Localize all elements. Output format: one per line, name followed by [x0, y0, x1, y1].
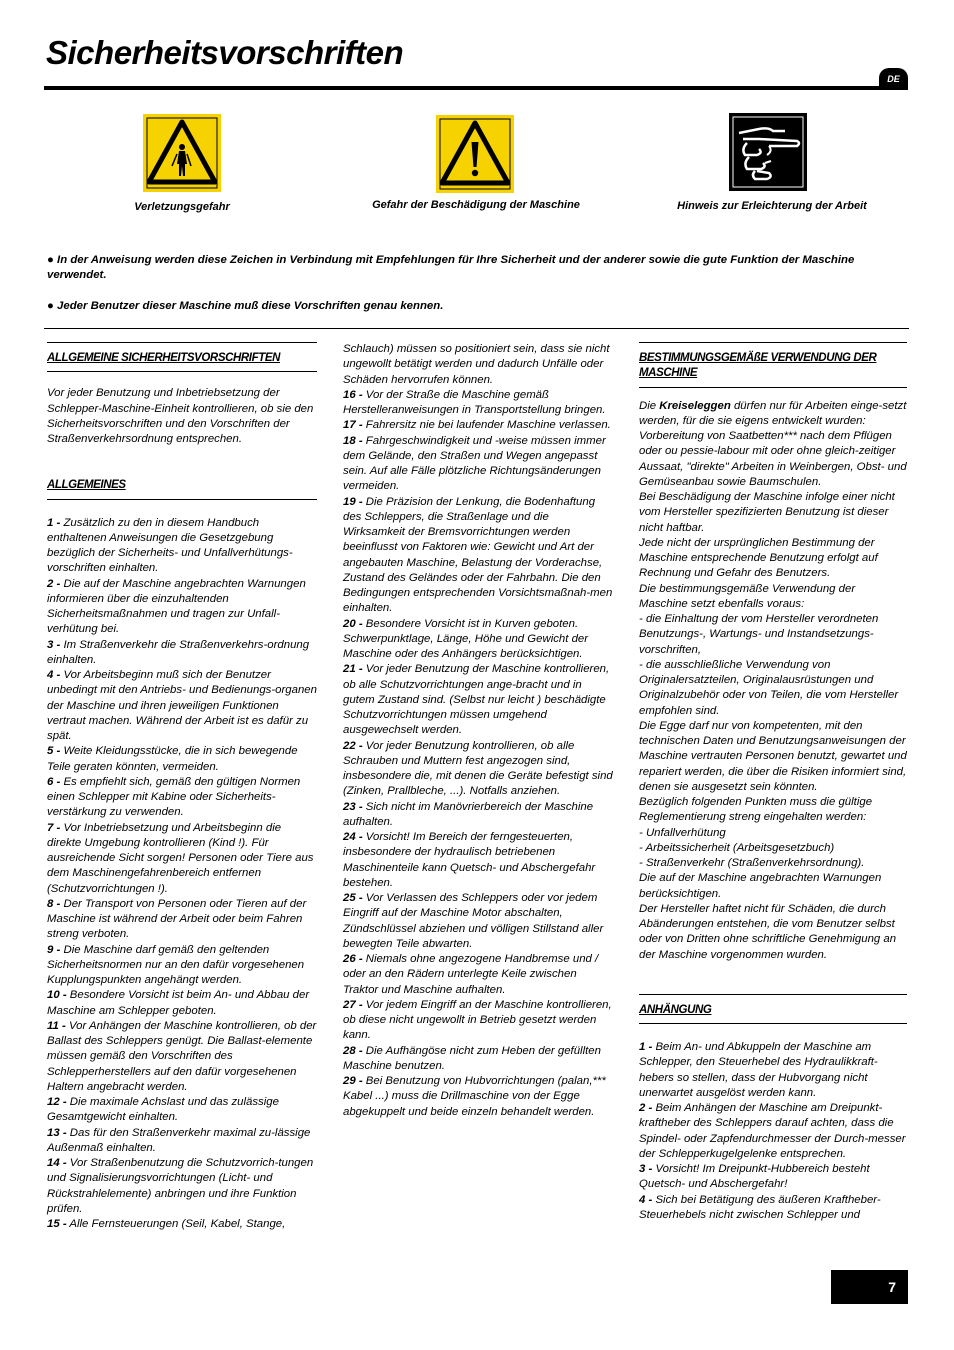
- rule-number: 26 -: [343, 953, 363, 965]
- rule-number: 6 -: [47, 775, 61, 788]
- rule-item: [639, 1162, 907, 1193]
- rule-number: 3 -: [47, 638, 61, 651]
- rule-text: Sich bei Betätigung des äußeren Kraftheber-Steuerhebels nicht zwischen Schlepper und: [639, 1193, 881, 1221]
- rule-text: Vor Verlassen des Schleppers oder vor jedem Eingriff auf der Maschine Motor abschalten, Zündschlüssel abziehen und völligen Stillstand aller bewegten Teile abwarten.: [343, 892, 604, 950]
- rule-text: Es empfiehlt sich, gemäß den gültigen Normen einen Schlepper mit Kabine oder Sicherheits-verstärkung zu verwenden.: [47, 775, 301, 819]
- rule-text: Bei Benutzung von Hubvorrichtungen (palan,*** Kabel ...) muss die Drillmaschine von der Egge abgekuppelt und beide einzeln behandelt werden.: [343, 1075, 606, 1118]
- section-heading-general-safety: ALLGEMEINE SICHERHEITSVORSCHRIFTEN: [47, 342, 317, 372]
- intended-use-line: Bezüglich folgenden Punkten muss die gültige Reglementierung streng eingehalten werden:: [639, 796, 873, 824]
- intended-use-line: Die Egge darf nur von kompetenten, mit den technischen Daten und Benutzungsanweisungen der Maschine vertrauten Personen benutzt, gewartet und repariert werden, die über die Risiken informiert sind, denen sie ausgesetzt sein könnten.: [639, 719, 907, 793]
- section-heading-intended-use: BESTIMMUNGSGEMÄßE VERWENDUNG DER MASCHINE: [639, 342, 907, 388]
- rule-item: [343, 662, 613, 738]
- rule-item: [47, 1217, 317, 1232]
- rule-number: 7 -: [47, 821, 61, 834]
- rule-item: [343, 998, 613, 1044]
- rule-item: [639, 1040, 907, 1101]
- rule-item: [47, 744, 317, 775]
- rule-item: [47, 1095, 317, 1126]
- intended-use-lead: Die: [639, 399, 660, 412]
- rule-number: 20 -: [343, 617, 363, 630]
- rule-number: 29 -: [343, 1075, 363, 1087]
- rule-item: [343, 952, 613, 998]
- title-rule: [44, 86, 908, 90]
- rule-item: [47, 577, 317, 638]
- rule-text: Vor Anhängen der Maschine kontrollieren, ob der Ballast des Schleppers genügt. Die Ballast-elemente müssen gemäß den Vorschriften des Schlepperherstellers auf den dafür vorgesehenen Haltern angebracht werden.: [47, 1019, 317, 1093]
- intro-paragraph-2: ● Jeder Benutzer dieser Maschine muß diese Vorschriften genau kennen.: [47, 300, 444, 312]
- person-injury-warning-icon: [143, 114, 221, 197]
- rule-text: Alle Fernsteuerungen (Seil, Kabel, Stange,: [66, 1218, 286, 1230]
- general-safety-text: Vor jeder Benutzung und Inbetriebsetzung der Schlepper-Maschine-Einheit kontrollieren, ob sie den Sicherheitsvorschriften und den Vorschriften der Straßenverkehrsordnung entsprechen.: [47, 387, 314, 445]
- rule-item: [343, 388, 613, 419]
- rule-number: 11 -: [47, 1019, 66, 1032]
- section-heading-general: ALLGEMEINES: [47, 478, 317, 499]
- rule-number: 22 -: [343, 739, 363, 752]
- rule-item: [47, 943, 317, 989]
- rule-text: Die auf der Maschine angebrachten Warnungen informieren über die einzuhaltenden Sicherheitsmaßnahmen und tragen zur Unfall-verhütung bei.: [47, 577, 306, 636]
- rule-number: 1 -: [639, 1041, 653, 1053]
- rule-text: Vor Inbetriebsetzung und Arbeitsbeginn die direkte Umgebung kontrollieren (Kind !). Für ausreichende Sicht sorgen! Personen oder Tiere aus dem Maschinengefahrenbereich entfernen (Schutzvorrichtungen !).: [47, 821, 314, 895]
- rule-item: [47, 668, 317, 744]
- general-rules-list-continued: [343, 388, 613, 1120]
- rule-number: 10 -: [47, 989, 67, 1002]
- hitching-rules-list: [639, 1040, 907, 1223]
- intended-use-line: Der Hersteller haftet nicht für Schäden, die durch Abänderungen entstehen, die vom Benutzer selbst oder von Dritten ohne schriftliche Genehmigung an der Maschine vorgenommen wurden.: [639, 902, 897, 961]
- sign-caption-injury: Verletzungsgefahr: [134, 201, 230, 213]
- page-number: 7: [831, 1270, 908, 1304]
- rule-text: Vor Arbeitsbeginn muß sich der Benutzer unbedingt mit den Antriebs- und Bedienungs-organen der Maschine und ihren jeweiligen Funktionen vertraut machen. Während der Arbeit ist es dafür zu spät.: [47, 669, 317, 742]
- intended-use-line: - Unfallverhütung: [639, 826, 726, 839]
- sign-caption-hint: Hinweis zur Erleichterung der Arbeit: [677, 200, 867, 212]
- page-title: Sicherheitsvorschriften: [46, 34, 404, 71]
- rule-number: 27 -: [343, 998, 363, 1011]
- rule-item: [343, 739, 613, 800]
- rule-text: Die Aufhängöse nicht zum Heben der gefüllten Maschine benutzen.: [343, 1044, 601, 1072]
- intended-use-line: Die auf der Maschine angebrachten Warnungen berücksichtigen.: [639, 872, 882, 900]
- rule-text: Vor der Straße die Maschine gemäß Herstelleranweisungen in Transportstellung bringen.: [343, 388, 606, 416]
- rule-text: Fahrgeschwindigkeit und -weise müssen immer dem Gelände, den Straßen und Wegen angepasst sein. Auf alle Fälle plötzliche Richtungsänderungen vermeiden.: [343, 434, 606, 493]
- pointing-hand-icon: [729, 113, 807, 196]
- rule-number: 19 -: [343, 495, 363, 508]
- rule-number: 18 -: [343, 434, 363, 447]
- rule-number: 8 -: [47, 897, 61, 910]
- general-rules-list: [47, 516, 317, 1233]
- product-name: Kreiseleggen: [659, 399, 731, 412]
- rule-text: Niemals ohne angezogene Handbremse und / oder an den Rädern unterlegte Keile zwischen Traktor und Maschine aufhalten.: [343, 953, 599, 996]
- rule-number: 5 -: [47, 745, 61, 758]
- rule-number: 4 -: [47, 669, 61, 681]
- section-divider: [44, 328, 909, 329]
- rule-number: 3 -: [639, 1163, 653, 1175]
- rule-text: Besondere Vorsicht ist in Kurven geboten. Schwerpunktlage, Länge, Höhe und Gewicht der Maschine oder des Anhängers berücksichtigen.: [343, 617, 589, 660]
- rule-number: 24 -: [343, 831, 363, 843]
- rule-text: Im Straßenverkehr die Straßenverkehrs-ordnung einhalten.: [47, 638, 310, 666]
- rule-number: 12 -: [47, 1096, 67, 1108]
- rule-item: [47, 516, 317, 577]
- rule-item: [47, 897, 317, 943]
- rule-item: [343, 1044, 613, 1075]
- column-3: [639, 342, 907, 1223]
- rule-text: Das für den Straßenverkehr maximal zu-lässige Außenmaß einhalten.: [47, 1126, 311, 1154]
- rule-number: 13 -: [47, 1126, 67, 1139]
- rule-item: [343, 1074, 613, 1120]
- intended-use-line: - Straßenverkehr (Straßenverkehrsordnung).: [639, 857, 865, 869]
- section-heading-hitching: ANHÄNGUNG: [639, 994, 907, 1024]
- intended-use-line: Die bestimmungsgemäße Verwendung der Maschine setzt ebenfalls voraus:: [639, 582, 856, 610]
- rule-item: [47, 1019, 317, 1095]
- intended-use-text: [639, 399, 907, 963]
- rule-text: Beim Anhängen der Maschine am Dreipunkt-kraftheber des Schleppers darauf achten, dass die Spindel- oder Zapfendurchmesser der Durch-messer der Schlepperkugelgelenke entsprechen.: [639, 1102, 906, 1160]
- rule-item: [47, 775, 317, 821]
- intended-use-line-0: dürfen nur für Arbeiten einge-setzt werden, für die sie eigens entwickelt wurden: Vorbereitung von Saatbetten*** nach dem Pflügen oder ou pessie-labour mit oder ohne gleich-zeitiger Aussaat, "direkte" Arbeiten in Weinbergen, Obst- und Gemüseanbau sowie Baumschulen.: [639, 399, 907, 488]
- rule-text: Besondere Vorsicht ist beim An- und Abbau der Maschine am Schlepper geboten.: [47, 989, 310, 1017]
- rule-item: [343, 434, 613, 495]
- rule-item: [639, 1101, 907, 1162]
- column-1: [47, 342, 317, 1232]
- intro-paragraph-1: ● In der Anweisung werden diese Zeichen in Verbindung mit Empfehlungen für Ihre Sicherheit und der anderer sowie die gute Funktion der Maschine verwendet.: [47, 254, 855, 281]
- rule-text: Die Maschine darf gemäß den geltenden Sicherheitsnormen nur an den dafür vorgesehenen Kupplungspunkten angehängt werden.: [47, 943, 305, 986]
- rule-text: Der Transport von Personen oder Tieren auf der Maschine ist während der Arbeit oder beim Fahren streng verboten.: [47, 897, 307, 941]
- rule-text: Die Präzision der Lenkung, die Bodenhaftung des Schleppers, die Straßenlage und die Wirksamkeit der Bremsvorrichtungen werden beeinflusst von Faktoren wie: Gewicht und Art der angebauten Maschine, Belastung der Vorderachse, Zustand des Geländes oder der Fahrbahn. Die den Bedingungen entsprechenden Vorsichtsmaßnah-men einhalten.: [343, 495, 613, 615]
- rule-number: 1 -: [47, 516, 61, 529]
- intended-use-line: - die ausschließliche Verwendung von Originalersatzteilen, Originalausrüstungen und Originalzubehör oder von Teilen, die vom Hersteller empfohlen sind.: [639, 658, 899, 717]
- continuation-text: Schlauch) müssen so positioniert sein, dass sie nicht ungewollt betätigt werden und dadurch Unfälle oder Schäden hervorrufen können.: [343, 343, 610, 386]
- rule-number: 25 -: [343, 892, 363, 904]
- rule-item: [47, 638, 317, 669]
- rule-number: 17 -: [343, 419, 363, 432]
- intended-use-line: - Arbeitssicherheit (Arbeitsgesetzbuch): [639, 841, 835, 854]
- rule-item: [47, 988, 317, 1019]
- rule-number: 2 -: [47, 577, 61, 590]
- rule-text: Vor Straßenbenutzung die Schutzvorrich-tungen und Signalisierungsvorrichtungen (Licht- und Rückstrahlelemente) anbringen und ihre Funktion prüfen.: [47, 1157, 314, 1215]
- rule-number: 21 -: [343, 663, 363, 676]
- rule-number: 14 -: [47, 1157, 67, 1169]
- rule-number: 9 -: [47, 943, 61, 956]
- intended-use-line: Jede nicht der ursprünglichen Bestimmung der Maschine entsprechende Benutzung erfolgt auf Rechnung und Gefahr des Benutzers.: [639, 536, 878, 580]
- rule-number: 4 -: [639, 1193, 653, 1206]
- rule-item: [343, 495, 613, 617]
- rule-text: Vorsicht! Im Dreipunkt-Hubbereich besteht Quetsch- und Abschergefahr!: [639, 1163, 870, 1191]
- rule-text: Vor jedem Eingriff an der Maschine kontrollieren, ob diese nicht ungewollt in Betrieb gesetzt werden kann.: [343, 998, 612, 1042]
- rule-number: 23 -: [343, 800, 363, 813]
- column-2: [343, 342, 613, 1120]
- rule-item: [343, 830, 613, 891]
- sign-caption-damage: Gefahr der Beschädigung der Maschine: [372, 199, 580, 211]
- rule-item: [47, 1126, 317, 1157]
- rule-text: Vor jeder Benutzung kontrollieren, ob alle Schrauben und Muttern fest angezogen sind, insbesondere die, mit denen die Geräte befestigt sind (Zinken, Prallbleche, ...). Notfalls anziehen.: [343, 739, 613, 798]
- rule-text: Zusätzlich zu den in diesem Handbuch enthaltenen Anweisungen die Gesetzgebung bezüglich der Sicherheits- und Unfallverhütungs-vorschriften einhalten.: [47, 516, 293, 575]
- language-badge: DE: [879, 68, 908, 89]
- rule-text: Die maximale Achslast und das zulässige Gesamtgewicht einhalten.: [47, 1096, 279, 1124]
- rule-item: [343, 418, 613, 433]
- rule-item: [343, 891, 613, 952]
- rule-text: Sich nicht im Manövrierbereich der Maschine aufhalten.: [343, 800, 594, 828]
- rule-item: [343, 800, 613, 831]
- rule-number: 28 -: [343, 1044, 363, 1057]
- rule-text: Vor jeder Benutzung der Maschine kontrollieren, ob alle Schutzvorrichtungen ange-bracht und in gutem Zustand sind. (Selbst nur leicht ) beschädigte Schutzvorrichtungen müssen umgehend ausgewechselt werden.: [343, 663, 610, 737]
- intended-use-line: - die Einhaltung der vom Hersteller verordneten Benutzungs-, Wartungs- und Instandsetzungs-vorschriften,: [639, 613, 879, 656]
- rule-item: [639, 1193, 907, 1224]
- rule-item: [47, 821, 317, 897]
- exclamation-warning-icon: [436, 115, 514, 198]
- rule-number: 16 -: [343, 388, 363, 401]
- rule-text: Weite Kleidungsstücke, die in sich bewegende Teile geraten könnten, vermeiden.: [47, 745, 298, 773]
- rule-text: Fahrersitz nie bei laufender Maschine verlassen.: [362, 419, 611, 432]
- rule-text: Vorsicht! Im Bereich der ferngesteuerten, insbesondere der hydraulisch betriebenen Maschinenteile kann Quetsch- und Abschergefahr bestehen.: [343, 831, 596, 889]
- rule-item: [47, 1156, 317, 1217]
- intended-use-line: Bei Beschädigung der Maschine infolge einer nicht vom Hersteller spezifizierten Benutzung ist dieser nicht haftbar.: [639, 491, 895, 534]
- rule-item: [343, 617, 613, 663]
- rule-text: Beim An- und Abkuppeln der Maschine am Schlepper, den Steuerhebel des Hydraulikkraft-hebers so stellen, dass der Hubvorgang nicht unerwartet ausgelöst werden kann.: [639, 1041, 878, 1099]
- rule-number: 15 -: [47, 1218, 67, 1230]
- rule-number: 2 -: [639, 1102, 653, 1114]
